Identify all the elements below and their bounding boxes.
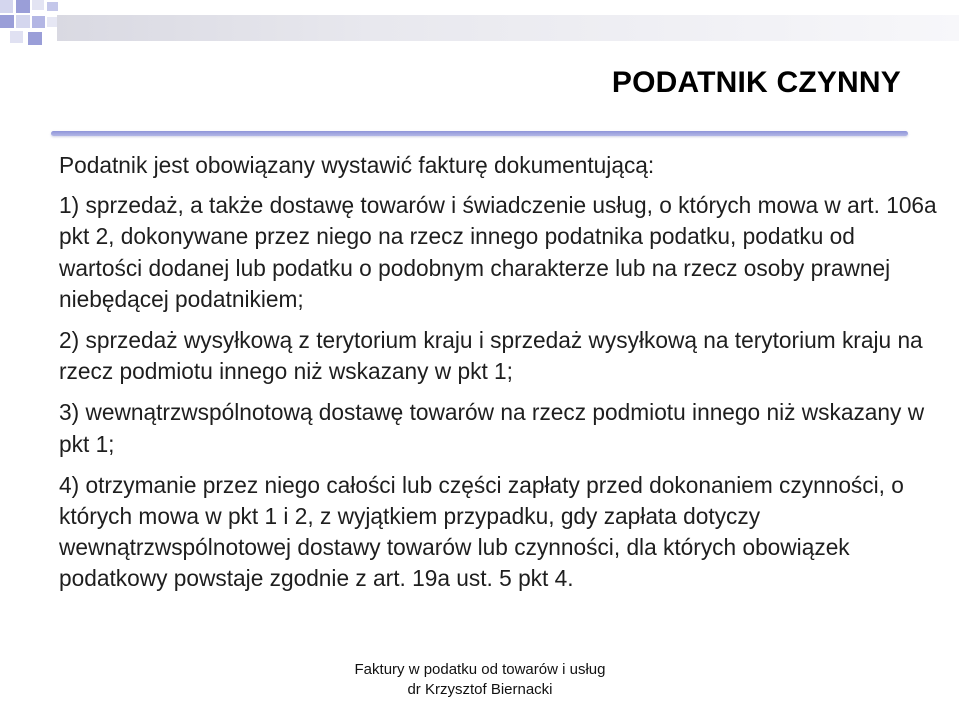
deco-square-2 — [16, 0, 30, 13]
deco-square-10 — [28, 32, 42, 45]
footer-title: Faktury w podatku od towarów i usług — [354, 661, 606, 678]
list-item-4: 4) otrzymanie przez niego całości lub części zapłaty przed dokonaniem czynności, o których mowa w pkt 1 i 2, z wyjątkiem przypadku, gdy zapłata dotyczy wewnątrzwspólnotowej dostawy towarów lub czynności, dla których obowiązek podatkowy powstaje zgodnie z art. 19a ust. 5 pkt 4. — [59, 471, 904, 592]
list-item-2: 2) sprzedaż wysyłkową z terytorium kraju i sprzedaż wysyłkową na terytorium kraju na rzecz podmiotu innego niż wskazany w pkt 1; — [59, 327, 923, 385]
footer-author: dr Krzysztof Biernacki — [407, 681, 553, 698]
title-underline — [51, 131, 908, 136]
deco-square-5 — [0, 15, 14, 28]
list-item-3: 3) wewnątrzwspólnotową dostawę towarów na rzecz podmiotu innego niż wskazany w pkt 1; — [59, 399, 925, 457]
deco-square-8 — [47, 17, 57, 27]
deco-square-9 — [10, 31, 23, 43]
deco-square-6 — [16, 15, 30, 28]
slide-body — [59, 150, 939, 595]
header-decoration — [0, 0, 959, 60]
deco-square-3 — [32, 0, 44, 10]
list-item-1: 1) sprzedaż, a także dostawę towarów i świadczenie usług, o których mowa w art. 106a pkt 2, dokonywane przez niego na rzecz innego podatnika podatku, podatku od wartości dodanej lub podatku o podobnym charakterze lub na rzecz osoby prawnej niebędącej podatnikiem; — [59, 192, 937, 312]
slide-footer — [330, 660, 630, 700]
slide-title: PODATNIK CZYNNY — [611, 66, 901, 99]
deco-square-7 — [32, 16, 45, 28]
lead-paragraph: Podatnik jest obowiązany wystawić fakturę dokumentującą: — [59, 152, 655, 178]
deco-square-4 — [47, 2, 58, 11]
deco-square-1 — [0, 0, 13, 13]
header-band — [57, 15, 959, 41]
